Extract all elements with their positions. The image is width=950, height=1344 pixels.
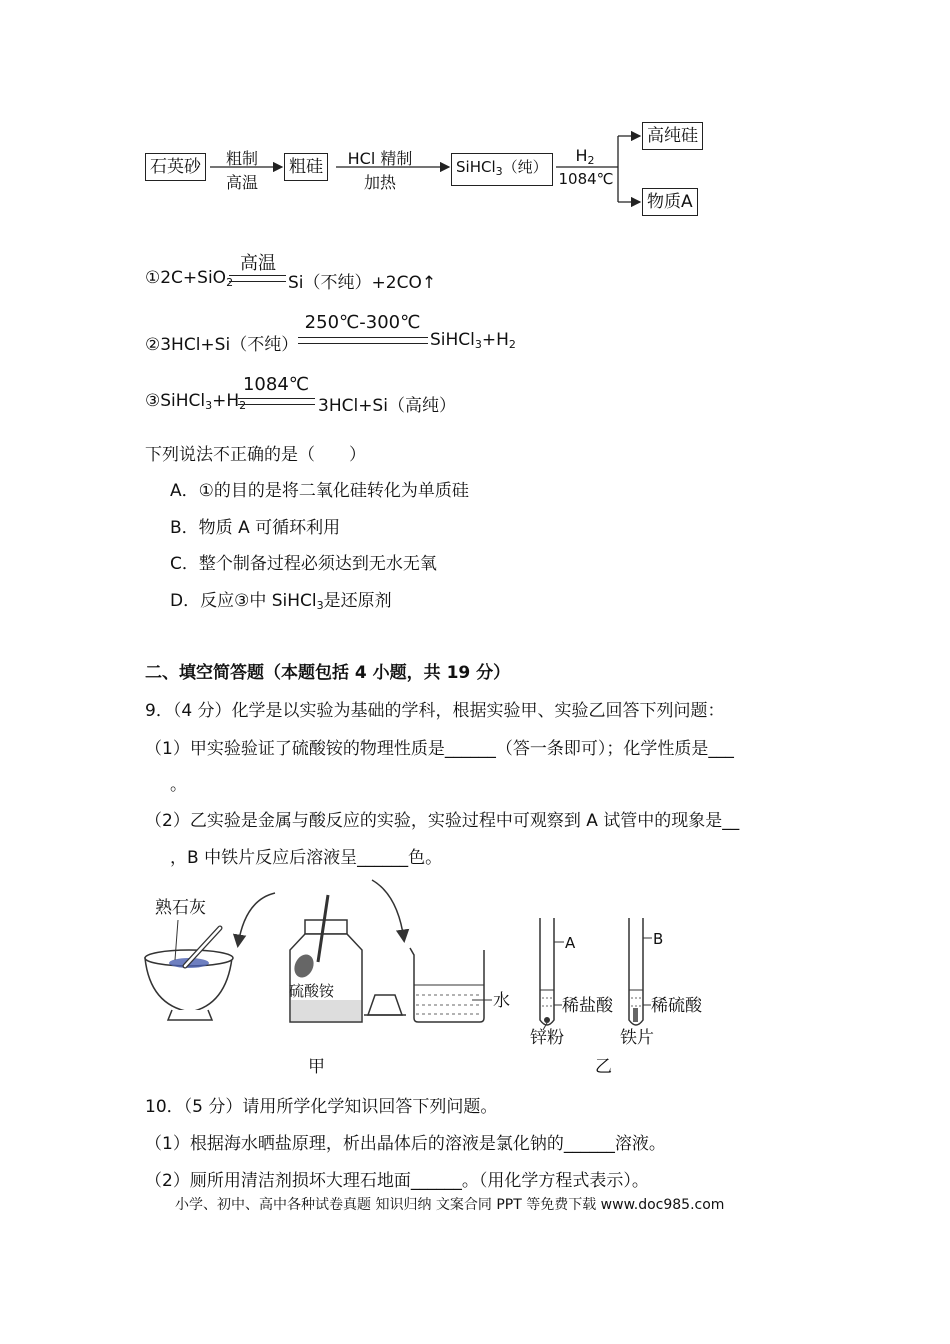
- experiment-jia-label: 甲: [308, 1057, 325, 1077]
- footer-text: 小学、初中、高中各种试卷真题 知识归纳 文案合同 PPT 等免费下载 www.doc985.com: [175, 1197, 725, 1213]
- ammonium-sulfate-label: 硫酸铵: [289, 982, 335, 1000]
- question-10-part2: （2）厕所用清洁剂损坏大理石地面______。（用化学方程式表示）。: [145, 1171, 649, 1191]
- quartz-sand-box: 石英砂: [145, 153, 206, 181]
- crude-silicon-box: 粗硅: [284, 153, 328, 181]
- equation-3-right: 3HCl+Si（高纯）: [318, 396, 456, 416]
- dilute-h2so4-label: 稀硫酸: [651, 996, 702, 1016]
- question-9-part1-line2: 。: [170, 775, 187, 795]
- option-d: D．反应③中 SiHCl$_3$是还原剂: [170, 591, 392, 612]
- question-10-stem: 10．（5 分）请用所学化学知识回答下列问题。: [145, 1097, 498, 1117]
- water-label: 水: [493, 991, 510, 1011]
- equation-2-condition: 250℃-300℃: [304, 312, 421, 333]
- dilute-hcl-label: 稀盐酸: [562, 996, 613, 1016]
- substance-a-box: 物质A: [642, 188, 698, 216]
- equation-2-left: ②3HCl+Si（不纯）: [145, 335, 299, 355]
- zinc-powder-label: 锌粉: [530, 1028, 564, 1048]
- equation-3-condition: 1084℃: [242, 374, 310, 395]
- section-2-heading: 二、填空简答题（本题包括 4 小题，共 19 分）: [145, 663, 511, 683]
- iron-sheet-label: 铁片: [620, 1028, 654, 1048]
- tube-a-label: A: [565, 934, 576, 952]
- option-c: C．整个制备过程必须达到无水无氧: [170, 554, 437, 574]
- question-9-part1-line1: （1）甲实验验证了硫酸铵的物理性质是______（答一条即可）；化学性质是___: [145, 739, 734, 759]
- beaker-icon: [410, 948, 492, 1022]
- option-b: B．物质 A 可循环利用: [170, 518, 341, 538]
- question-9-part2-line1: （2）乙实验是金属与酸反应的实验，实验过程中可观察到 A 试管中的现象是__: [145, 811, 740, 831]
- equation-3-left: $③SiHCl_3+H_2$: [145, 391, 247, 412]
- step1-top-label: 粗制: [225, 149, 258, 168]
- arrow-right-curve: [372, 880, 404, 940]
- experiment-yi-label: 乙: [595, 1057, 612, 1077]
- tube-b-label: B: [653, 930, 664, 948]
- question-9-stem: 9．（4 分）化学是以实验为基础的学科，根据实验甲、实验乙回答下列问题：: [145, 701, 725, 721]
- reagent-bottle-icon: [290, 895, 362, 1022]
- test-tube-b-icon: [629, 918, 652, 1025]
- arrow-left-curve: [238, 893, 275, 945]
- step3-bottom-label: 1084℃: [558, 170, 614, 188]
- step2-top-label: HCl 精制: [347, 149, 413, 168]
- stopper-icon: [368, 995, 402, 1015]
- step2-bottom-label: 加热: [363, 173, 396, 192]
- step3-top-label: $H_2$: [575, 146, 595, 167]
- option-a: A．①的目的是将二氧化硅转化为单质硅: [170, 481, 469, 501]
- equation-1-condition: 高温: [240, 253, 276, 274]
- sihcl3-box: SiHCl$_3$（纯）: [451, 153, 553, 186]
- mortar-icon: [145, 920, 233, 1020]
- test-tube-a-icon: [540, 918, 564, 1030]
- question-9-part2-line2: ，B 中铁片反应后溶液呈______色。: [170, 848, 443, 868]
- question-8-stem: 下列说法不正确的是（ ）: [145, 445, 366, 465]
- question-10-part1: （1）根据海水晒盐原理，析出晶体后的溶液是氯化钠的______溶液。: [145, 1134, 666, 1154]
- lime-label: 熟石灰: [155, 898, 206, 918]
- equation-2-right: $SiHCl_3+H_2$: [430, 330, 516, 351]
- equation-1-right: Si（不纯）+2CO↑: [288, 273, 437, 293]
- step1-bottom-label: 高温: [225, 173, 258, 192]
- equation-1: ①2C+SiO$_2$: [145, 268, 234, 289]
- high-purity-silicon-box: 高纯硅: [642, 122, 703, 150]
